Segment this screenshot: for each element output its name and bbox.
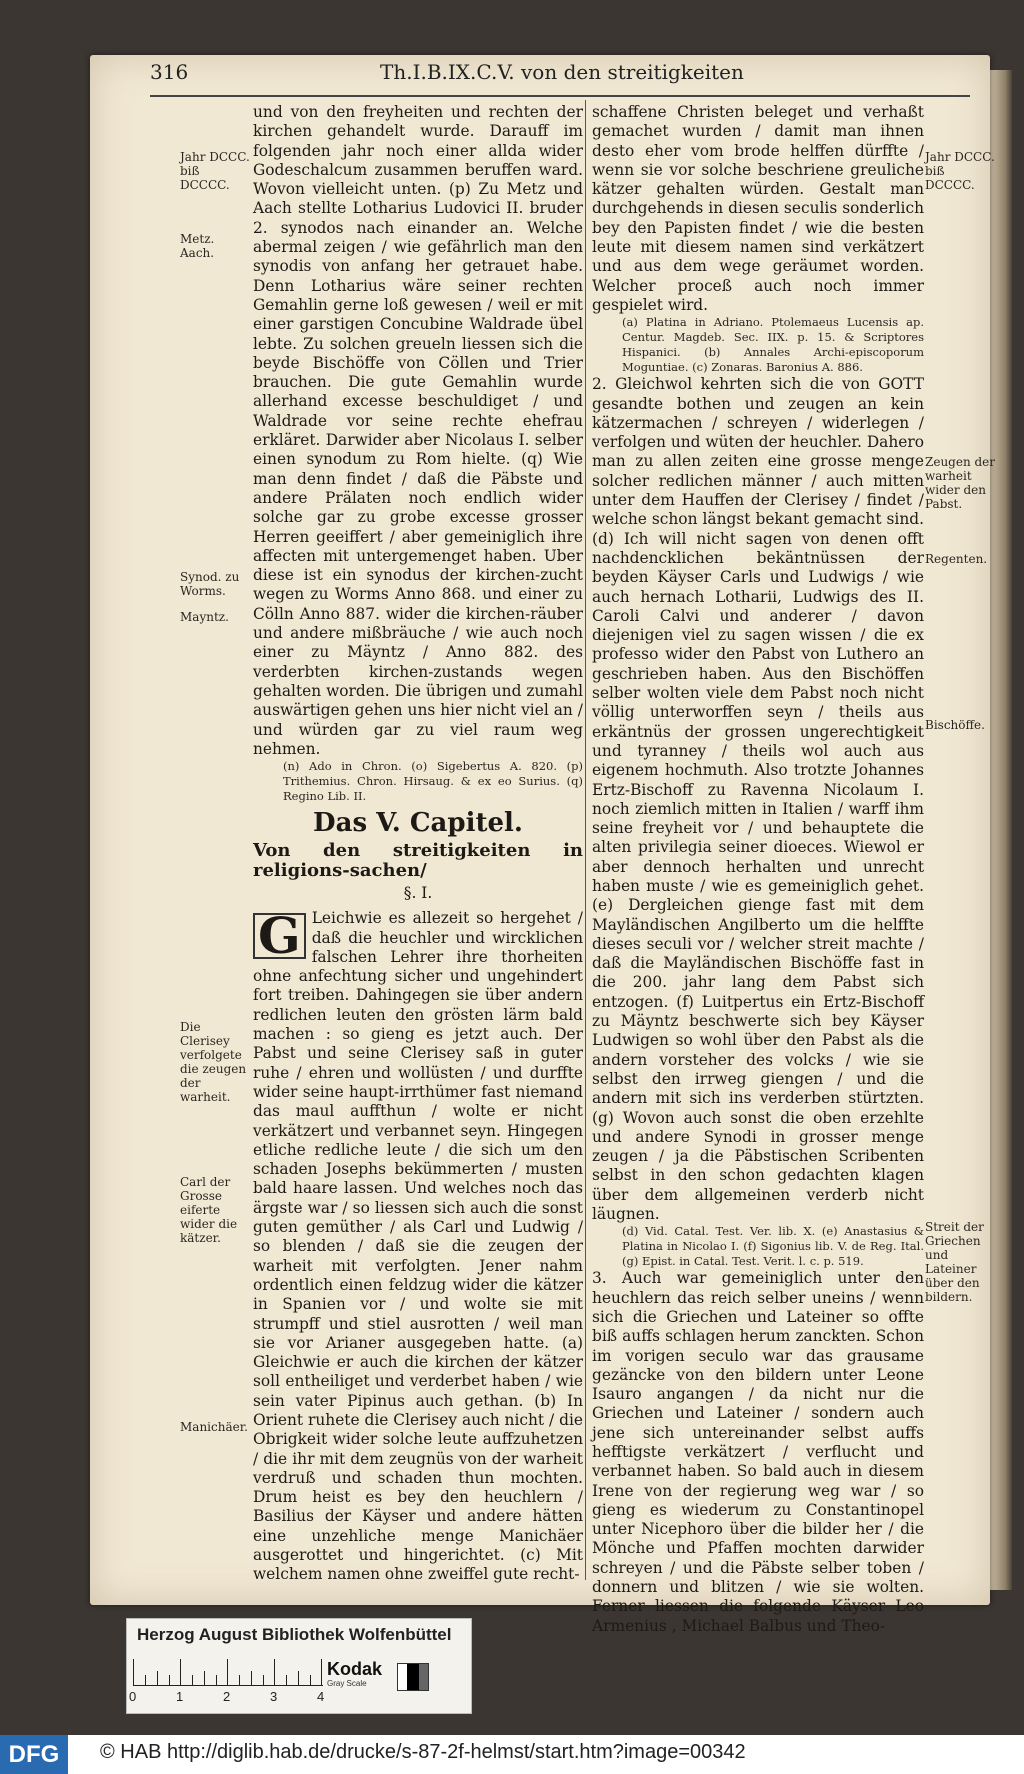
margin-note-bischoeffe: Bischöffe. (925, 718, 985, 732)
right-paragraph-1: schaffene Christen beleget und verhaßt gemachet wurden / damit man ihnen desto eher vom brode helffen dürffte / wenn sie vor solche beschriene greuliche kätzer gehalten würden. Gestalt man durchgehends in diesen seculis sonderlich bey den Papisten findet / wie die besten leute mit diesem namen sind verkätzert und aus dem wege geräumet worden. Welcher proceß auch noch immer gespielet wird. (592, 103, 924, 314)
right-column (592, 103, 924, 1636)
margin-note-metz: Metz. Aach. (180, 232, 215, 260)
scale-number-1: 1 (176, 1689, 184, 1704)
margin-note-manichaer: Manichäer. (180, 1420, 248, 1434)
left-column (253, 103, 583, 1585)
margin-note-worms: Synod. zu Worms. (180, 570, 240, 598)
margin-note-carl: Carl der Grosse eiferte wider die kätzer. (180, 1175, 238, 1245)
drop-cap: G (253, 913, 306, 959)
margin-note-streit: Streit der Griechen und Lateiner über den bildern. (925, 1220, 984, 1304)
chapter-title: Das V. Capitel. (313, 808, 523, 839)
margin-note-zeugen: Zeugen der warheit wider den Pabst. (925, 455, 996, 511)
dfg-logo: DFG (0, 1735, 68, 1774)
left-paragraph-2: Leichwie es allezeit so hergehet / daß die heuchler und wircklichen falschen Lehrer ihre thorheiten ohne anfechtung sicher und ungehindert fort treiben. Dahingegen sie über andern redlichen leuten den grösten lärm bald machen : so gieng es jetzt auch. Der Pabst und seine Clerisey saß in guter ruhe / ehren und wollüsten / und durffte wider seine haupt-irrthümer fast niemand das maul auffthun / wolte er nicht verkätzert und verbannet seyn. Hingegen etliche redliche leute / die sich um den schaden Josephs bekümmerten / musten bald haare lassen. Und welches noch das ärgste war / so liessen sich auch die sonst guten gemüther / als Carl und Ludwig / so blenden / daß sie die zeugen der warheit mit verfolgten. Jener nahm ordentlich einen feldzug wider die kätzer in Spanien vor / und wolte sie mit strumpff und stiel ausrotten / weil man sie vor Arianer ausgegeben hatte. (a) Gleichwie er auch die kirchen der kätzer soll entheiliget und verderbet haben / wie sein vater Pipinus auch gethan. (b) In Orient ruhete die Clerisey auch nicht / die Obrigkeit wider solche leute auffzuhetzen / die ihr mit dem zeugnüs von der warheit verdruß und schaden thun mochten. Drum heist es bey den heuchlern / Basilius der Käyser und andere hätten eine unzehliche menge Manichäer ausgerottet und hingerichtet. (c) Mit welchem namen ohne zweiffel gute recht- (253, 909, 583, 1584)
right-paragraph-2: 2. Gleichwol kehrten sich die von GOTT gesandte bothen und zeugen an kein kätzermachen / schreyen / widerlegen / verfolgen und wüten der heuchler. Dahero man zu allen zeiten eine grosse menge solcher redlichen männer / auch mitten unter dem Hauffen der Clerisey / findet / welche schon längst bekant gemacht sind. (d) Ich will nicht sagen von denen offt nachdencklichen bekäntnüssen der beyden Käyser Carls und Ludwigs / wie auch hernach Lotharii, Ludwigs des II. Caroli Calvi und anderer / davon diejenigen viel zu sagen wissen / die ex professo wider den Pabst von Luthero an geschrieben haben. Aus den Bischöffen selber wolten viele dem Pabst noch nicht völlig unterworffen seyn / theils aus erkäntnüs der grossen ungerechtigkeit und tyranney / theils wol auch aus eigenem hochmuth. Also trotzte Johannes Ertz-Bischoff zu Ravenna Nicolaum I. noch ziemlich mitten in Italien / warff ihm seine freyheit vor / und behauptete die alten privilegia seiner dioeces. Wiewol er aber dennoch herhalten und unrecht haben muste / wie es gemeiniglich gehet. (e) Dergleichen gienge fast mit dem Mayländischen Angilberto um die helffte dieses seculi vor / welcher streit machte / daß die Mayländischen Bischöffe fast in die 200. jahr lang dem Pabst sich entzogen. (f) Luitpertus ein Ertz-Bischoff zu Mäyntz beschwerte sich bey Käyser Ludwigen so wohl über den Pabst als die andern vorsteher des volcks / wie sie selbst den irrweg giengen / und die andern mit sich ins verderben stürtzten. (g) Wovon auch sonst die oben erzehlte und andere Synodi in grosser menge zeugen / ja die Päbstischen Scribenten selbst in den schon gedachten klagen über dem allgemeinen verderb nicht läugnen. (592, 375, 924, 1224)
margin-note-regenten: Regenten. (925, 552, 988, 566)
left-paragraph-1: und von den freyheiten und rechten der kirchen gehandelt wurde. Darauff im folgenden jahr noch einer allda wider Godeschalcum zusammen beruffen ward. Wovon vielleicht unten. (p) Zu Metz und Aach stellte Lotharius Ludovici II. bruder 2. synodos nach einander an. Welche abermal zeigen / wie gefährlich man den synodis von anfang her getrauet habe. Denn Lotharius wäre seiner rechten Gemahlin gerne loß gewesen / weil er mit einer garstigen Concubine Waldrade übel lebte. Zu solchen greueln liessen sich die beyde Bischöffe von Cöllen und Trier brauchen. Die gute Gemahlin wurde allerhand excesse beschuldiget / und Waldrade vor seine rechte ehefrau erkläret. Darwider aber Nicolaus I. selber einen synodum zu Rom hielte. (q) Wie man denn findet / daß die Päbste und andere Prälaten noch endlich wider solche gar zu grobe excesse grosser Herren geeiffert / aber gemeiniglich ihre affecten mit untergemenget haben. Uber diese ist ein synodus der kirchen-zucht wegen zu Worms Anno 868. und einer zu Cölln Anno 887. wider die kirchen-räuber und andere mißbräuche / wie auch noch einer zu Mäyntz / Anno 882. des verderbten kirchen-zustands wegen gehalten worden. Die übrigen und zumahl auswärtigen gehen uns hier nicht viel an / und würden gar zu viel raum weg nehmen. (253, 103, 583, 758)
left-footnotes: (n) Ado in Chron. (o) Sigebertus A. 820. (p) Trithemius. Chron. Hirsaug. & ex eo Surius. (q) Regino Lib. II. (283, 759, 583, 804)
section-mark: §. I. (403, 883, 433, 902)
chapter-subtitle: Von den streitigkeiten in religions-sachen/ (253, 840, 583, 881)
kodak-logo: Kodak (327, 1659, 383, 1679)
source-url[interactable]: © HAB http://diglib.hab.de/drucke/s-87-2f-helmst/start.htm?image=00342 (100, 1741, 746, 1763)
library-label-card (126, 1618, 472, 1714)
right-footnotes-2: (d) Vid. Catal. Test. Ver. lib. X. (e) Anastasius & Platina in Nicolao I. (f) Sigonius lib. V. de Reg. Ital. (g) Epist. in Catal. Test. Verit. l. c. p. 519. (622, 1224, 924, 1269)
margin-note-mayntz: Mayntz. (180, 610, 229, 624)
scale-number-4: 4 (317, 1689, 325, 1704)
gray-scale-label: Gray Scale (327, 1679, 367, 1688)
right-paragraph-3: 3. Auch war gemeiniglich unter den heuchlern das reich selber uneins / wenn sich die Griechen und Lateiner so offte biß auffs schlagen herum zanckten. Schon im vorigen seculo war das grausame gezäncke von den bildern unter Leone Isauro angangen / da nicht nur die Griechen und Lateiner / sondern auch jene sich untereinander selbst auffs hefftigste verkätzert / verflucht und verbannet haben. So bald auch in diesem Irene von der regierung weg war / so gieng es wiederum zu Constantinopel unter Nicephoro über die bilder her / die Mönche und Pfaffen mochten darwider schreyen / und die Päbste selber toben / donnern und blitzen / wie sie wolten. Ferner liessen die folgende Käyser Leo Armenius , Michael Balbus und Theo- (592, 1269, 924, 1635)
margin-note-year-left: Jahr DCCC. biß DCCCC. (180, 150, 250, 192)
ruler-scale (133, 1659, 323, 1686)
right-footnotes-1: (a) Platina in Adriano. Ptolemaeus Lucensis ap. Centur. Magdeb. Sec. IIX. p. 15. & Scriptores Hispanici. (b) Annales Archi-episcoporum Moguntiae. (c) Zonaras. Baronius A. 886. (622, 315, 924, 375)
margin-note-clerisey: Die Clerisey verfolgete die zeugen der warheit. (180, 1020, 247, 1104)
scale-number-2: 2 (223, 1689, 231, 1704)
margin-note-year-right: Jahr DCCC. biß DCCCC. (925, 150, 995, 192)
library-name: Herzog August Bibliothek Wolfenbüttel (137, 1625, 452, 1644)
gray-scale-swatch (397, 1663, 429, 1691)
column-divider (585, 100, 586, 1580)
header-rule (150, 95, 970, 97)
book-page-edge (990, 70, 1012, 1590)
page-number: 316 (150, 60, 189, 84)
scale-number-0: 0 (129, 1689, 137, 1704)
scale-number-3: 3 (270, 1689, 278, 1704)
running-head: Th.I.B.IX.C.V. von den streitigkeiten (380, 60, 744, 84)
